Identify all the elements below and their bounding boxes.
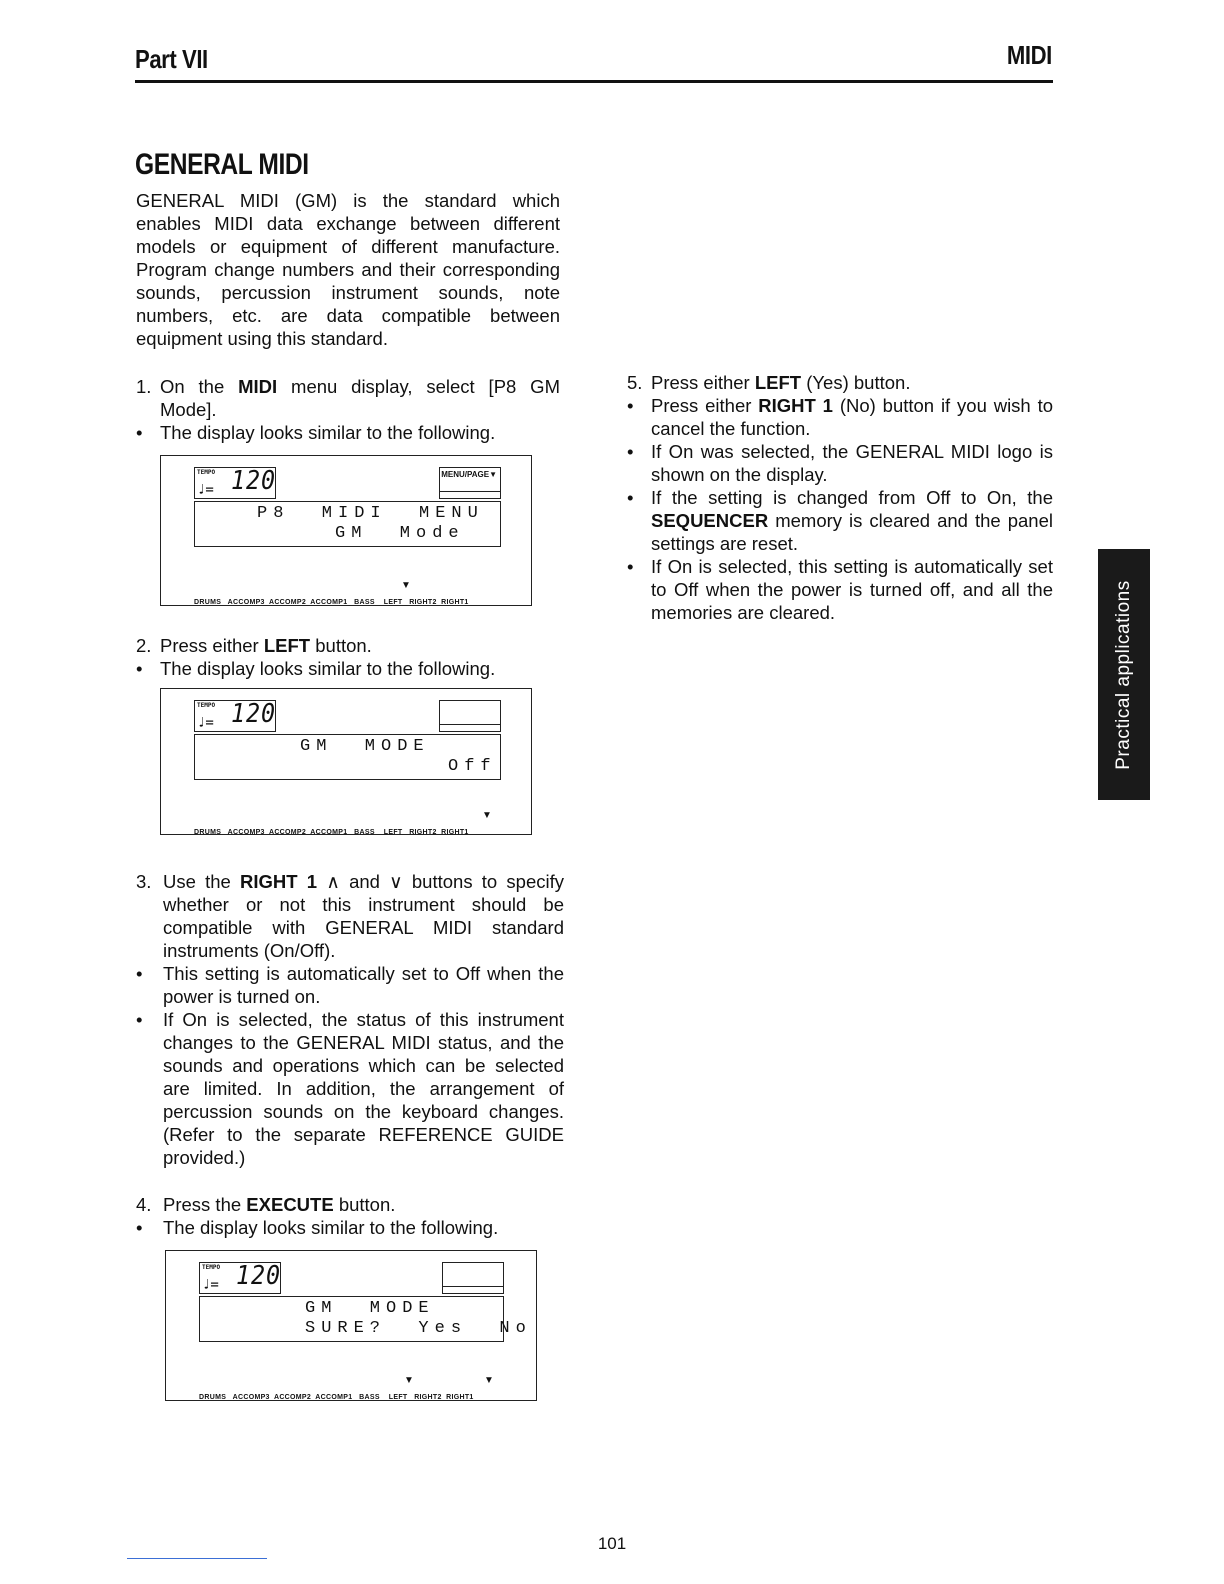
page-box: [442, 1262, 504, 1294]
step-3-bullet-2: If On is selected, the status of this instrument changes to the GENERAL MIDI status, and the sounds and operations which can be selected are limited. In addition, the arrangement of percussion sounds on the keyboard changes. (Refer to the separate REFERENCE GUIDE provided.): [163, 1009, 564, 1168]
bullet-icon: •: [627, 441, 634, 462]
arrow-down-icon-yes: ▼: [404, 1375, 414, 1386]
step-2-bullet: The display looks similar to the following.: [160, 658, 496, 679]
display-line-1: GM MODE: [300, 737, 430, 756]
step-1-bullet: The display looks similar to the following.: [160, 422, 496, 443]
message-box: [194, 734, 501, 780]
execute-label: EXECUTE: [246, 1194, 334, 1215]
part-labels: DRUMS ACCOMP3 ACCOMP2 ACCOMP1 BASS LEFT RIGHT2 RIGHT1: [194, 829, 469, 836]
message-box: [199, 1296, 532, 1342]
step-4: 4. Press the EXECUTE button. • The display looks similar to the following.: [136, 1194, 499, 1238]
part-label: Part VII: [135, 44, 208, 74]
bullet-icon: •: [627, 487, 634, 508]
display-line-1: P8 MIDI MENU: [257, 504, 484, 523]
step-4-number: 4.: [136, 1194, 152, 1215]
step-5-number: 5.: [627, 372, 643, 393]
step-1-number: 1.: [136, 376, 152, 397]
note-icon: ♩=: [202, 1277, 219, 1293]
lcd-display-1: [160, 455, 532, 606]
footer-rule: [127, 1558, 267, 1559]
left-yes-label: LEFT: [754, 372, 802, 393]
step-1: 1. On the MIDI menu display, select [P8 GM Mode]. • The display looks similar to the following.: [136, 376, 560, 443]
tempo-box: TEMPO ♩= 120: [194, 700, 276, 732]
right1-no-label: RIGHT 1: [758, 395, 833, 416]
section-title: GENERAL MIDI: [135, 148, 309, 181]
bullet-icon: •: [627, 556, 634, 577]
step-3-bullet-1: This setting is automatically set to Off when the power is turned on.: [163, 963, 564, 1007]
step-4-bullet: The display looks similar to the following.: [163, 1217, 499, 1238]
part-labels: DRUMS ACCOMP3 ACCOMP2 ACCOMP1 BASS LEFT RIGHT2 RIGHT1: [194, 599, 469, 606]
side-tab: [1098, 549, 1150, 800]
arrow-down-icon: ▼: [482, 810, 492, 821]
bullet-icon: •: [136, 963, 143, 984]
arrow-down-icon: ▼: [401, 580, 411, 591]
left-label: LEFT: [263, 635, 311, 656]
step-5-bullet-4: If On is selected, this setting is automatically set to Off when the power is turned off, and all the memories are cleared.: [651, 556, 1053, 623]
message-box: [194, 501, 501, 547]
bullet-icon: •: [136, 1217, 143, 1238]
step-2-number: 2.: [136, 635, 152, 656]
tempo-value: 120: [236, 1261, 281, 1291]
intro-paragraph: GENERAL MIDI (GM) is the standard which enables MIDI data exchange between different models or equipment of different manufacture. Program change numbers and their corresponding sounds, percussion instrument sounds, note numbers, etc. are data compatible between equipment using this standard.: [136, 190, 560, 349]
menu-page-label: MENU/PAGE▼: [441, 470, 497, 479]
page-number: 101: [597, 1534, 627, 1553]
display-line-2: Off: [448, 757, 497, 776]
chapter-label: MIDI: [1007, 40, 1052, 70]
step-3-number: 3.: [136, 871, 152, 892]
display-line-1: GM MODE: [305, 1299, 435, 1318]
step-3: 3. Use the RIGHT 1 ∧ and ∨ buttons to specify whether or not this instrument should be compatible with GENERAL MIDI standard instruments (On/Off). • This setting is automatically set to Off when the power is turned on. • If On is selected, the status of this instrument changes to the GENERAL MIDI status, and the sounds and operations which can be selected are limited. In addition, the arrangement of percussion sounds on the keyboard changes. (Refer to the separate REFERENCE GUIDE provided.): [136, 871, 565, 1168]
lcd-display-3: [165, 1250, 537, 1401]
part-labels: DRUMS ACCOMP3 ACCOMP2 ACCOMP1 BASS LEFT RIGHT2 RIGHT1: [199, 1394, 474, 1401]
arrow-down-icon-no: ▼: [484, 1375, 494, 1386]
header-rule: [135, 80, 1053, 83]
lcd-display-2: [160, 688, 532, 835]
tempo-value: 120: [231, 699, 276, 729]
page-box: [439, 467, 501, 499]
display-line-2: SURE? Yes No: [305, 1319, 532, 1338]
note-icon: ♩=: [197, 715, 214, 731]
tempo-value: 120: [231, 466, 276, 496]
bullet-icon: •: [136, 422, 143, 443]
side-tab-label: Practical applications: [1113, 579, 1134, 770]
note-icon: ♩=: [197, 482, 214, 498]
tempo-box: TEMPO ♩= 120: [194, 467, 276, 499]
right1-label: RIGHT 1: [240, 871, 318, 892]
display-line-2: GM Mode: [335, 524, 465, 543]
tempo-box: TEMPO ♩= 120: [199, 1262, 281, 1294]
bullet-icon: •: [136, 1009, 143, 1030]
bullet-icon: •: [627, 395, 634, 416]
bullet-icon: •: [136, 658, 143, 679]
step-5: 5. Press either LEFT (Yes) button. • Press either RIGHT 1 (No) button if you wish to cancel the function. • If On was selected, the GENERAL MIDI logo is shown on the display. • If the setting is changed from Off to On, the SEQUENCER memory is cleared and the panel settings are reset. • If On is selected, this setting is automatically set to Off when the power is turned off, and all the memories are cleared.: [627, 372, 1054, 623]
step-5-bullet-2: If On was selected, the GENERAL MIDI logo is shown on the display.: [651, 441, 1053, 485]
sequencer-label: SEQUENCER: [651, 510, 769, 531]
page-box: [439, 700, 501, 732]
step-2: 2. Press either LEFT button. • The display looks similar to the following.: [136, 635, 496, 679]
midi-label: MIDI: [238, 376, 278, 397]
